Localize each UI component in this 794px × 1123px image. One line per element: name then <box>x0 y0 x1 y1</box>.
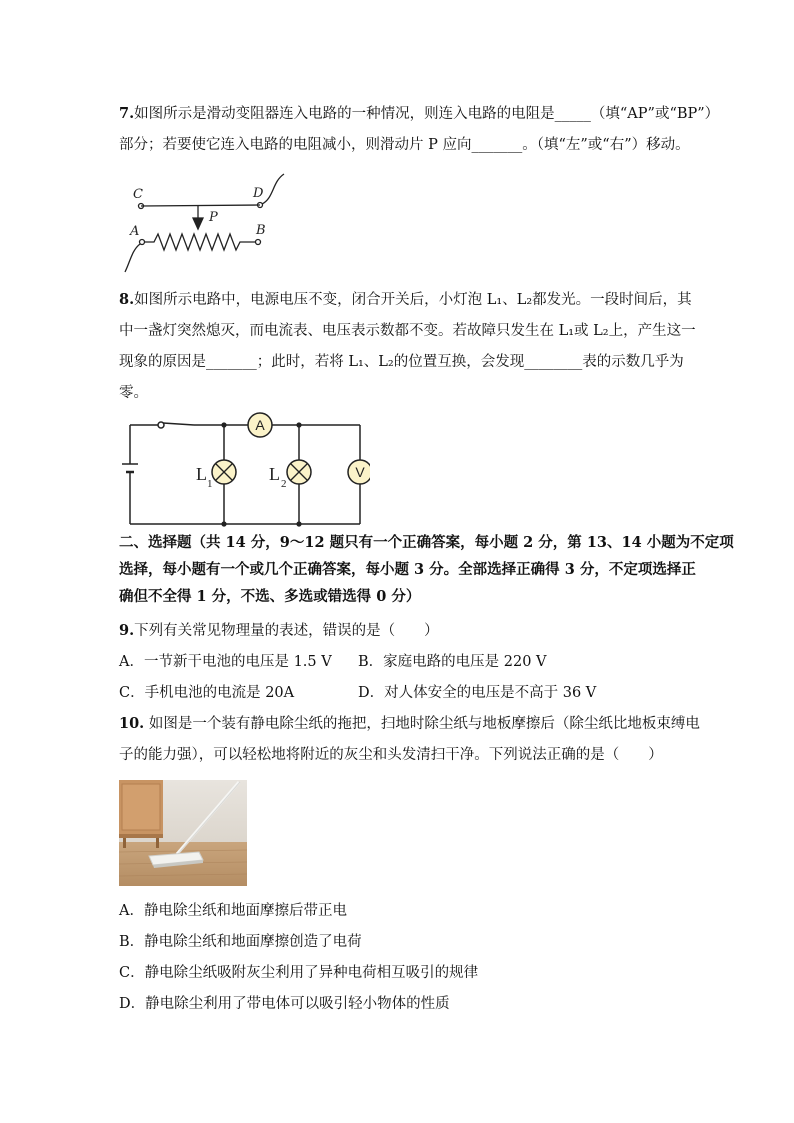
q9-option-b: B．家庭电路的电压是 220 V <box>358 654 547 670</box>
q8-text-1: 如图所示电路中，电源电压不变，闭合开关后，小灯泡 L₁、L₂都发光。一段时间后，其 <box>134 292 692 308</box>
label-l1: L <box>196 464 207 484</box>
label-a: A <box>130 224 140 239</box>
section2-line-2: 选择，每小题有一个或几个正确答案，每小题 3 分。全部选择正确得 3 分，不定项选择正 <box>119 561 696 578</box>
q9-option-d: D．对人体安全的电压是不高于 36 V <box>358 685 597 701</box>
q8-line-2: 中一盏灯突然熄灭，而电流表、电压表示数都不变。若故障只发生在 L₁或 L₂上，产生这一 <box>119 323 696 339</box>
q8-number: 8. <box>119 291 135 308</box>
q9-stem-text: 下列有关常见物理量的表述，错误的是（ ） <box>134 623 439 639</box>
q8-line-1 <box>119 290 692 310</box>
metal-bar <box>141 205 260 206</box>
label-c: C <box>133 187 143 202</box>
q9-option-c: C．手机电池的电流是 20A <box>119 685 295 701</box>
voltmeter-label: V <box>355 464 365 480</box>
terminal-a <box>140 240 145 245</box>
ammeter-label: A <box>255 417 265 433</box>
circuit-figure <box>118 408 370 532</box>
section2-line-3: 确但不全得 1 分，不选、多选或错选得 0 分） <box>119 588 421 605</box>
q9-stem <box>119 621 439 641</box>
label-l1-sub: 1 <box>207 478 213 490</box>
q10-option-a: A．静电除尘纸和地面摩擦后带正电 <box>119 903 347 919</box>
label-p: P <box>209 210 218 225</box>
label-l2: L <box>269 464 280 484</box>
switch-blade <box>163 423 194 425</box>
q10-text-1: 如图是一个装有静电除尘纸的拖把，扫地时除尘纸与地板摩擦后（除尘纸比地板束缚电 <box>144 716 700 732</box>
wire-d <box>262 174 284 204</box>
wire-a <box>125 244 140 272</box>
q10-option-d: D．静电除尘利用了带电体可以吸引轻小物体的性质 <box>119 996 450 1012</box>
q8-line-3: 现象的原因是_______；此时，若将 L₁、L₂的位置互换，会发现________表的示数几乎为 <box>119 354 684 370</box>
slider-arrow <box>193 218 203 229</box>
rheostat-figure <box>112 168 297 276</box>
section2-line-1: 二、选择题（共 14 分，9～12 题只有一个正确答案，每小题 2 分，第 13、14 小题为不定项 <box>119 534 734 551</box>
q10-option-b: B．静电除尘纸和地面摩擦创造了电荷 <box>119 934 362 950</box>
q7-line-2: 部分；若要使它连入电路的电阻减小，则滑动片 P 应向_______。（填“左”或“右”）移动。 <box>119 137 690 153</box>
label-d: D <box>253 186 264 201</box>
q8-line-4: 零。 <box>119 385 148 401</box>
q9-number: 9. <box>119 622 135 639</box>
label-b: B <box>256 223 266 238</box>
q7-line-1 <box>119 104 719 124</box>
q10-line-1 <box>119 714 700 734</box>
terminal-b <box>256 240 261 245</box>
q10-line-2: 子的能力强），可以轻松地将附近的灰尘和头发清扫干净。下列说法正确的是（ ） <box>119 747 663 763</box>
q7-number: 7. <box>119 105 135 122</box>
resistor-coil <box>144 234 256 250</box>
mop-photo <box>119 780 247 886</box>
q9-option-a: A．一节新干电池的电压是 1.5 V <box>119 654 332 670</box>
q10-option-c: C．静电除尘纸吸附灰尘利用了异种电荷相互吸引的规律 <box>119 965 479 981</box>
q10-number: 10. <box>119 715 145 732</box>
label-l2-sub: 2 <box>281 478 287 490</box>
q7-text-1: 如图所示是滑动变阻器连入电路的一种情况，则连入电路的电阻是_____（填“AP”或“BP”） <box>134 106 720 122</box>
